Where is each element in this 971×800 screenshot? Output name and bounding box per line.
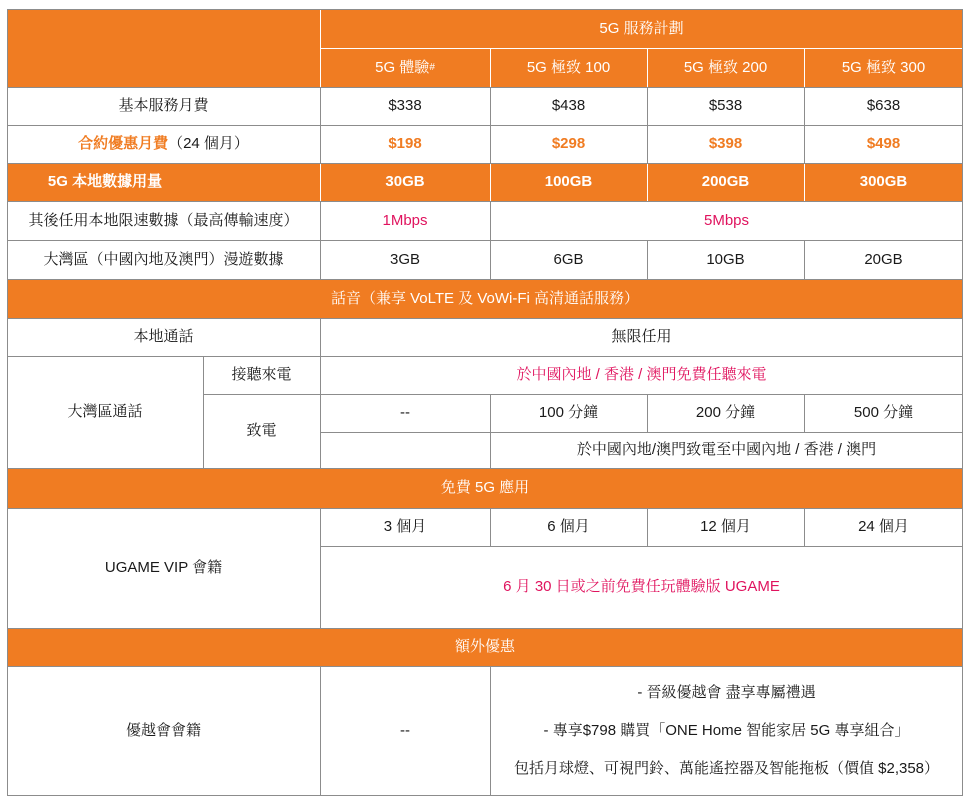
plan-footnote-mark: #: [429, 61, 435, 73]
outgoing-2: 100 分鐘: [538, 404, 599, 421]
contract-fee-label: [7, 125, 320, 163]
local-call-value: 無限任用: [611, 328, 672, 345]
gba-data-3: 10GB: [706, 250, 745, 268]
plan-group-title: 5G 服務計劃: [320, 9, 963, 48]
plan-name-1: 5G 體驗: [375, 58, 430, 76]
gba-call-label: 大灣區通話: [67, 403, 143, 420]
local-data-label-fill: [203, 163, 320, 201]
gba-data-2: 6GB: [553, 250, 584, 268]
ugame-duration-2: 6 個月: [547, 518, 590, 535]
outgoing-1: --: [400, 404, 410, 421]
local-call-label: 本地通話: [133, 328, 194, 345]
throttle-others: 5Mbps: [703, 211, 750, 229]
extras-section-title: 額外優惠: [7, 628, 963, 666]
local-data-4: 300GB: [804, 163, 963, 201]
outgoing-label: 致電: [246, 422, 277, 439]
incoming-value: 於中國內地 / 香港 / 澳門免費任聽來電: [516, 366, 767, 383]
plan-header-2: 5G 極致 100: [490, 48, 647, 87]
apps-section-title: 免費 5G 應用: [7, 468, 963, 508]
contract-fee-2: $298: [551, 135, 586, 152]
ugame-duration-4: 24 個月: [858, 518, 909, 535]
gba-data-1: 3GB: [389, 250, 420, 268]
contract-fee-1: $198: [388, 135, 422, 152]
outgoing-blank: [320, 432, 490, 468]
voice-section-title: 話音（兼享 VoLTE 及 VoWi-Fi 高清通話服務）: [7, 279, 963, 318]
outgoing-3: 200 分鐘: [695, 404, 756, 421]
basic-fee-4: $638: [866, 97, 901, 114]
local-data-3: 200GB: [647, 163, 804, 201]
incoming-label: 接聽來電: [231, 366, 292, 383]
throttle-plan1: 1Mbps: [382, 211, 428, 229]
plan-header-4: 5G 極致 300: [804, 48, 963, 87]
basic-fee-label: 基本服務月費: [118, 97, 209, 114]
basic-fee-1: $338: [388, 97, 422, 114]
ugame-label: UGAME VIP 會籍: [104, 559, 223, 576]
offer-line-1: - 晉級優越會 盡享專屬禮遇: [637, 684, 816, 701]
throttle-label: 其後任用本地限速數據（最高傳輸速度）: [28, 211, 299, 229]
contract-fee-3: $398: [708, 135, 743, 152]
offer-line-2: - 專享$798 購買「ONE Home 智能家居 5G 專享組合」: [543, 722, 910, 739]
ugame-duration-1: 3 個月: [383, 518, 427, 535]
gba-data-label: 大灣區（中國內地及澳門）漫遊數據: [43, 250, 284, 268]
contract-fee-label-suffix: （24 個月）: [168, 135, 249, 152]
plan-header-1: [320, 48, 490, 87]
header-blank: [7, 9, 320, 87]
outgoing-note: 於中國內地/澳門致電至中國內地 / 香港 / 澳門: [576, 441, 877, 458]
basic-fee-2: $438: [551, 97, 586, 114]
contract-fee-label-main: 合約優惠月費: [78, 135, 169, 152]
local-data-2: 100GB: [490, 163, 647, 201]
offer-line-3: 包括月球燈、可視門鈴、萬能遙控器及智能拖板（價值 $2,358）: [513, 760, 940, 777]
local-data-label: 5G 本地數據用量: [7, 163, 203, 201]
ugame-duration-3: 12 個月: [700, 518, 751, 535]
plan-header-3: 5G 極致 200: [647, 48, 804, 87]
membership-offers: [490, 666, 963, 796]
membership-label: 優越會會籍: [125, 722, 201, 739]
local-data-1: 30GB: [320, 163, 490, 201]
basic-fee-3: $538: [708, 97, 743, 114]
outgoing-4: 500 分鐘: [853, 404, 914, 421]
gba-data-4: 20GB: [864, 250, 903, 268]
membership-plan1: --: [400, 722, 410, 739]
ugame-trial-note: 6 月 30 日或之前免費任玩體驗版 UGAME: [503, 578, 780, 595]
contract-fee-4: $498: [866, 135, 901, 152]
